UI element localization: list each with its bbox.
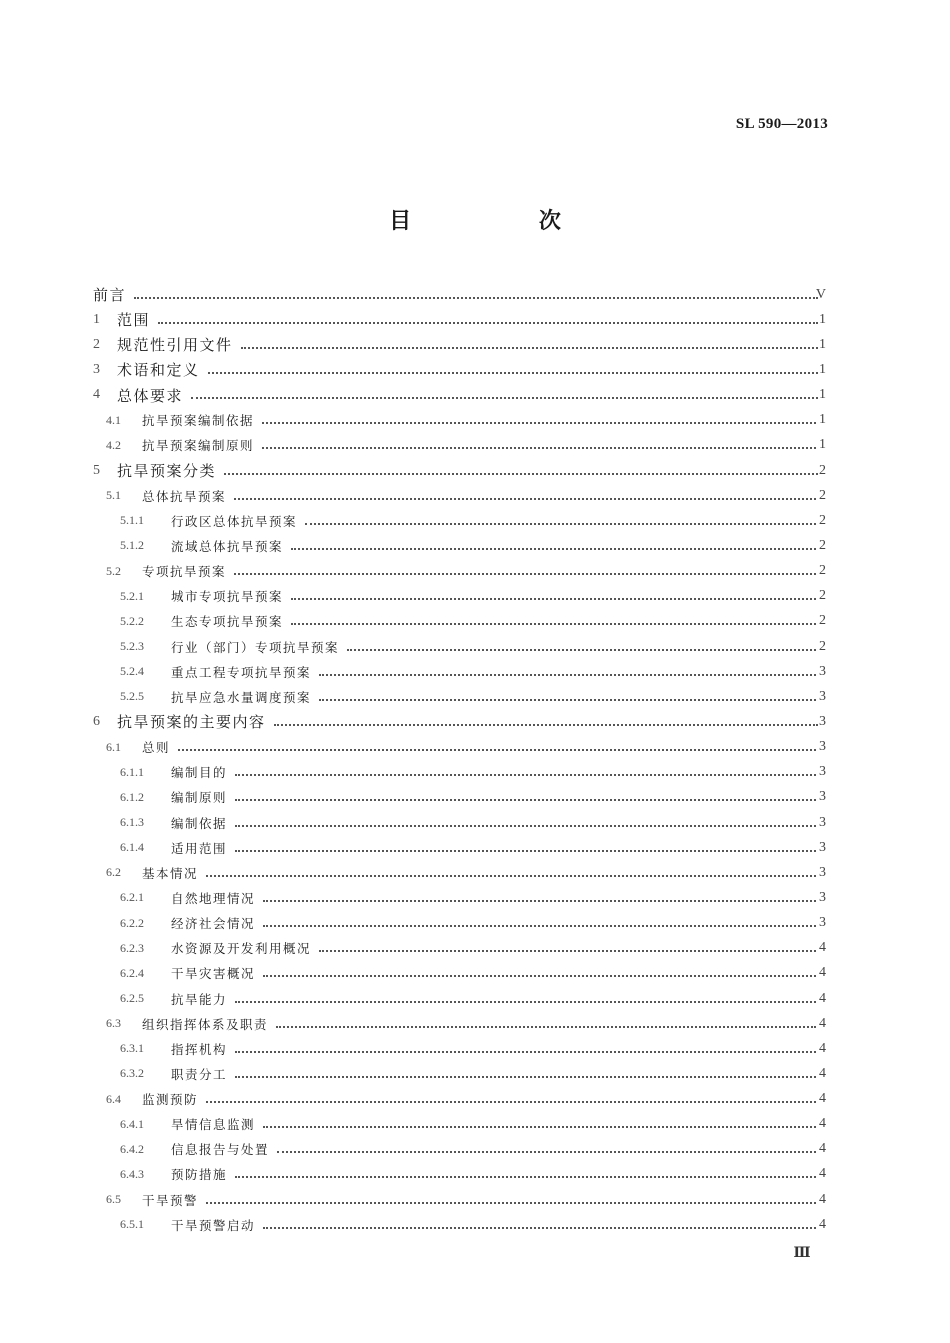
toc-entry-number: 5.1.1 <box>120 513 144 528</box>
toc-entry-number: 5 <box>93 462 100 478</box>
toc-entry[interactable] <box>0 1011 950 1036</box>
toc-entry-page: 3 <box>819 764 826 780</box>
dot-leader <box>235 825 816 827</box>
toc-entry-page: 4 <box>819 940 826 956</box>
toc-entry-label: 抗旱预案分类 <box>117 462 217 481</box>
dot-leader <box>263 925 816 927</box>
toc-entry-page: 1 <box>819 387 826 403</box>
dot-leader <box>235 799 816 801</box>
dot-leader <box>263 1126 816 1128</box>
toc-entry-label: 抗旱预案编制依据 <box>142 413 255 429</box>
toc-entry[interactable] <box>0 1162 950 1187</box>
toc-entry-number: 4.1 <box>106 412 121 427</box>
toc-entry-label: 自然地理情况 <box>171 890 256 906</box>
toc-entry-page: 1 <box>819 336 826 352</box>
toc-entry-page: 4 <box>819 1040 826 1056</box>
toc-entry[interactable] <box>0 383 950 408</box>
toc-entry-label: 流域总体抗旱预案 <box>171 538 284 554</box>
toc-entry[interactable] <box>0 1212 950 1237</box>
toc-entry[interactable] <box>0 986 950 1011</box>
toc-entry-page: 1 <box>819 311 826 327</box>
toc-entry-label: 组织指挥体系及职责 <box>142 1016 269 1032</box>
toc-entry-label: 范围 <box>117 311 151 330</box>
dot-leader <box>235 1051 816 1053</box>
toc-entry-number: 6.2.1 <box>120 890 144 905</box>
toc-entry[interactable] <box>0 1036 950 1061</box>
toc-entry[interactable] <box>0 357 950 382</box>
dot-leader <box>206 1101 816 1103</box>
toc-entry-number: 6 <box>93 713 100 729</box>
toc-entry-number: 6.1.2 <box>120 789 144 804</box>
toc-entry-number: 6.3 <box>106 1016 121 1031</box>
toc-entry[interactable] <box>0 332 950 357</box>
toc-entry[interactable] <box>0 709 950 734</box>
toc-entry[interactable] <box>0 936 950 961</box>
toc-entry-label: 水资源及开发利用概况 <box>171 941 312 957</box>
toc-entry-number: 5.2.4 <box>120 664 144 679</box>
dot-leader <box>274 724 818 726</box>
toc-entry-page: 3 <box>819 688 826 704</box>
toc-entry-number: 4 <box>93 387 100 403</box>
toc-entry-number: 5.2.2 <box>120 613 144 628</box>
toc-entry[interactable] <box>0 533 950 558</box>
toc-entry[interactable] <box>0 885 950 910</box>
toc-entry[interactable] <box>0 659 950 684</box>
dot-leader <box>206 1202 816 1204</box>
toc-entry-label: 抗旱应急水量调度预案 <box>171 689 312 705</box>
toc-entry[interactable] <box>0 458 950 483</box>
dot-leader <box>241 347 818 349</box>
toc-entry[interactable] <box>0 860 950 885</box>
toc-entry-page: 1 <box>819 437 826 453</box>
toc-entry-page: 4 <box>819 1191 826 1207</box>
toc-entry-number: 6.4 <box>106 1091 121 1106</box>
toc-entry-page: 3 <box>819 713 826 729</box>
toc-entry-label: 专项抗旱预案 <box>142 564 227 580</box>
toc-entry-label: 总则 <box>142 740 171 756</box>
toc-entry[interactable] <box>0 1087 950 1112</box>
toc-entry[interactable] <box>0 634 950 659</box>
toc-entry-number: 1 <box>93 311 100 327</box>
dot-leader <box>158 322 818 324</box>
toc-entry-number: 6.1.1 <box>120 764 144 779</box>
toc-entry-number: 6.2 <box>106 865 121 880</box>
toc-entry[interactable] <box>0 785 950 810</box>
toc-entry-page: 2 <box>819 512 826 528</box>
toc-entry-label: 术语和定义 <box>117 361 200 380</box>
toc-entry-page: 2 <box>819 563 826 579</box>
toc-entry-label: 总体抗旱预案 <box>142 488 227 504</box>
toc-entry[interactable] <box>0 559 950 584</box>
toc-entry-label: 抗旱预案编制原则 <box>142 438 255 454</box>
toc-entry-label: 基本情况 <box>142 865 199 881</box>
toc-entry-label: 预防措施 <box>171 1167 228 1183</box>
toc-entry-page: 3 <box>819 739 826 755</box>
toc-entry-page: 2 <box>819 537 826 553</box>
toc-entry[interactable] <box>0 408 950 433</box>
toc-entry[interactable] <box>0 508 950 533</box>
toc-entry-number: 2 <box>93 336 100 352</box>
toc-entry-number: 5.2 <box>106 563 121 578</box>
toc-entry-number: 6.2.5 <box>120 991 144 1005</box>
toc-entry-page: 2 <box>819 588 826 604</box>
toc-entry[interactable] <box>0 433 950 458</box>
dot-leader <box>263 900 816 902</box>
dot-leader <box>235 1076 816 1078</box>
table-of-contents <box>0 282 950 1237</box>
toc-entry-label: 适用范围 <box>171 840 228 856</box>
dot-leader <box>291 623 816 625</box>
toc-entry-number: 5.2.3 <box>120 639 144 654</box>
toc-entry-page: 1 <box>819 361 826 377</box>
toc-entry-page: 4 <box>819 1091 826 1107</box>
dot-leader <box>235 774 816 776</box>
toc-entry-page: 2 <box>819 613 826 629</box>
toc-entry[interactable] <box>0 835 950 860</box>
toc-entry-number: 3 <box>93 361 100 377</box>
toc-entry-number: 6.2.3 <box>120 940 144 955</box>
toc-entry-number: 6.1.4 <box>120 840 144 855</box>
toc-entry-number: 6.2.4 <box>120 965 144 980</box>
toc-entry-number: 6.5 <box>106 1192 121 1207</box>
toc-entry-number: 6.3.1 <box>120 1041 144 1056</box>
toc-entry-label: 编制目的 <box>171 765 228 781</box>
toc-entry-page: 3 <box>819 839 826 855</box>
dot-leader <box>277 1151 816 1153</box>
toc-entry-label: 重点工程专项抗旱预案 <box>171 664 312 680</box>
dot-leader <box>263 975 816 977</box>
toc-entry-page: 3 <box>819 915 826 931</box>
standard-code: SL 590—2013 <box>735 116 828 132</box>
toc-entry-label: 城市专项抗旱预案 <box>171 589 284 605</box>
toc-entry-page: 4 <box>819 1141 826 1157</box>
toc-entry[interactable] <box>0 282 950 307</box>
dot-leader <box>291 598 816 600</box>
toc-entry-page: 4 <box>819 1065 826 1081</box>
toc-entry-number: 6.3.2 <box>120 1066 144 1081</box>
toc-entry-number: 6.1.3 <box>120 815 144 830</box>
page-number: Ⅲ <box>793 1246 811 1261</box>
toc-entry-number: 6.5.1 <box>120 1217 144 1232</box>
dot-leader <box>235 1001 816 1003</box>
toc-entry[interactable] <box>0 760 950 785</box>
toc-entry[interactable] <box>0 609 950 634</box>
toc-entry[interactable] <box>0 483 950 508</box>
toc-entry-number: 5.1 <box>106 488 121 503</box>
toc-entry[interactable] <box>0 684 950 709</box>
toc-entry[interactable] <box>0 1137 950 1162</box>
toc-entry-label: 抗旱能力 <box>171 991 228 1007</box>
toc-entry-page: 2 <box>819 487 826 503</box>
toc-entry-label: 干旱预警 <box>142 1192 199 1208</box>
toc-entry-label: 行业（部门）专项抗旱预案 <box>171 639 340 655</box>
toc-entry-page: 4 <box>819 1166 826 1182</box>
dot-leader <box>319 674 816 676</box>
toc-entry-label: 信息报告与处置 <box>171 1142 270 1158</box>
toc-entry-page: 3 <box>819 814 826 830</box>
toc-entry-number: 5.2.5 <box>120 689 144 704</box>
toc-entry-number: 6.2.2 <box>120 915 144 930</box>
dot-leader <box>319 950 816 952</box>
dot-leader <box>134 297 818 299</box>
dot-leader <box>178 749 816 751</box>
dot-leader <box>235 1176 816 1178</box>
dot-leader <box>263 1227 816 1229</box>
toc-entry-number: 5.2.1 <box>120 588 144 603</box>
dot-leader <box>235 850 816 852</box>
dot-leader <box>206 875 816 877</box>
toc-entry-label: 监测预防 <box>142 1092 199 1108</box>
toc-entry[interactable] <box>0 1061 950 1086</box>
toc-entry-label: 职责分工 <box>171 1066 228 1082</box>
toc-entry-label: 行政区总体抗旱预案 <box>171 513 298 529</box>
toc-entry-page: 3 <box>819 889 826 905</box>
toc-entry-page: 4 <box>819 1116 826 1132</box>
toc-entry[interactable] <box>0 1112 950 1137</box>
toc-entry-page: 3 <box>819 864 826 880</box>
page-title: 目 次 <box>389 209 621 234</box>
toc-entry-label: 规范性引用文件 <box>117 336 233 355</box>
toc-entry-page: 1 <box>819 412 826 428</box>
dot-leader <box>319 699 816 701</box>
toc-entry-number: 5.1.2 <box>120 538 144 553</box>
toc-entry[interactable] <box>0 307 950 332</box>
dot-leader <box>234 573 816 575</box>
toc-entry-page: V <box>815 286 826 302</box>
toc-entry[interactable] <box>0 911 950 936</box>
toc-entry-number: 6.1 <box>106 739 121 754</box>
toc-entry-label: 抗旱预案的主要内容 <box>117 713 266 732</box>
toc-entry-label: 指挥机构 <box>171 1041 228 1057</box>
toc-entry[interactable] <box>0 810 950 835</box>
toc-entry-page: 3 <box>819 789 826 805</box>
dot-leader <box>234 498 816 500</box>
toc-entry-number: 4.2 <box>106 437 121 452</box>
toc-entry-number: 6.4.1 <box>120 1116 144 1131</box>
toc-entry-label: 前言 <box>93 286 127 305</box>
toc-entry-label: 生态专项抗旱预案 <box>171 614 284 630</box>
dot-leader <box>262 447 816 449</box>
toc-entry-label: 编制原则 <box>171 790 228 806</box>
toc-entry-label: 干旱灾害概况 <box>171 966 256 982</box>
dot-leader <box>208 372 818 374</box>
toc-entry[interactable] <box>0 1187 950 1212</box>
toc-entry-label: 旱情信息监测 <box>171 1117 256 1133</box>
dot-leader <box>276 1026 816 1028</box>
toc-entry-page: 4 <box>819 1015 826 1031</box>
toc-entry-page: 2 <box>819 638 826 654</box>
toc-entry-page: 4 <box>819 990 826 1006</box>
toc-entry-page: 4 <box>819 965 826 981</box>
toc-entry-page: 3 <box>819 663 826 679</box>
toc-entry-label: 总体要求 <box>117 386 184 405</box>
dot-leader <box>262 422 816 424</box>
toc-entry-label: 经济社会情况 <box>171 916 256 932</box>
dot-leader <box>224 473 818 475</box>
toc-entry[interactable] <box>0 961 950 986</box>
toc-entry-page: 4 <box>819 1216 826 1232</box>
toc-entry[interactable] <box>0 584 950 609</box>
toc-entry-number: 6.4.3 <box>120 1166 144 1181</box>
dot-leader <box>291 548 816 550</box>
dot-leader <box>191 397 818 399</box>
toc-entry-page: 2 <box>819 462 826 478</box>
toc-entry-label: 编制依据 <box>171 815 228 831</box>
dot-leader <box>305 523 816 525</box>
toc-entry-label: 干旱预警启动 <box>171 1217 256 1233</box>
toc-entry-number: 6.4.2 <box>120 1141 144 1156</box>
toc-entry[interactable] <box>0 735 950 760</box>
dot-leader <box>347 649 816 651</box>
